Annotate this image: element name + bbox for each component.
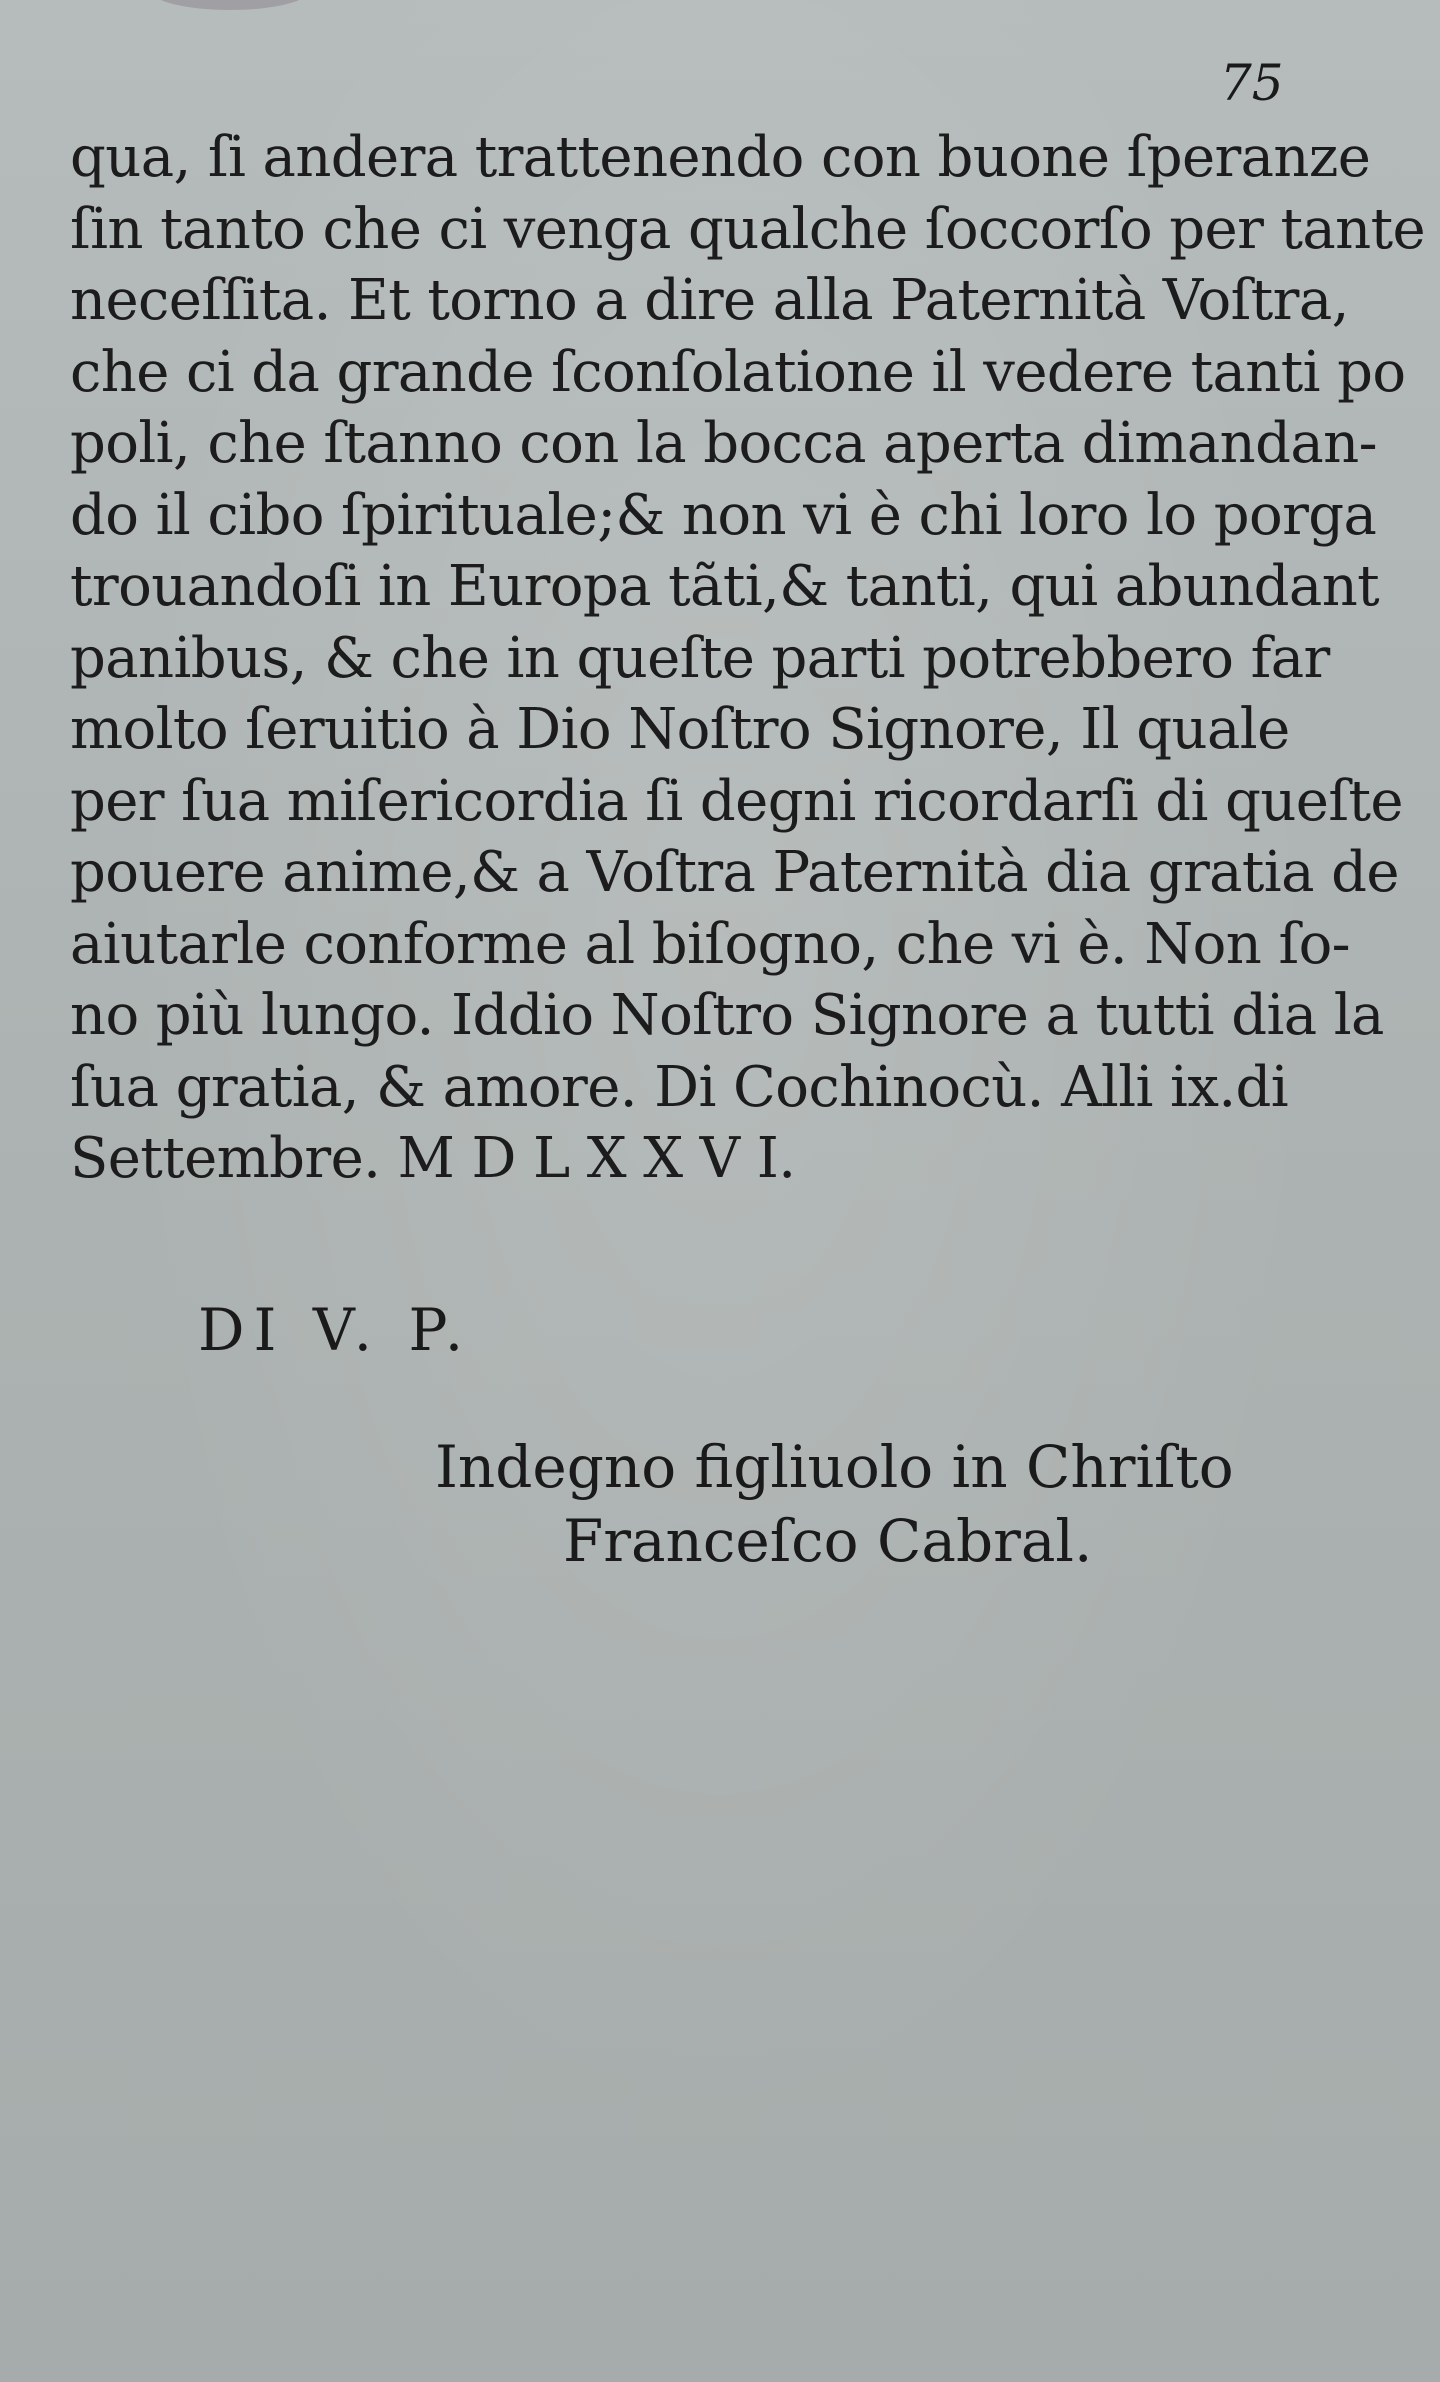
text-line: qua, ſi andera trattenendo con buone ſperanze (70, 125, 1371, 190)
text-line: poli, che ſtanno con la bocca aperta dimandan- (70, 411, 1377, 476)
text-line: Settembre. M D L X X V I. (70, 1126, 796, 1191)
text-line: aiutarle conforme al biſogno, che vi è. Non ſo- (70, 911, 1351, 977)
page-number: 75 (1220, 54, 1284, 112)
signature-block (435, 1430, 1234, 1578)
text-line: do il cibo ſpirituale;& non vi è chi loro lo porga (70, 482, 1377, 548)
text-line: ſua gratia, & amore. Di Cochinocù. Alli ix.di (70, 1054, 1289, 1120)
signature-line: Indegno figliuolo in Chriſto (435, 1433, 1234, 1501)
ink-smudge (150, 0, 310, 10)
text-line: ſin tanto che ci venga qualche ſoccorſo per tante (70, 196, 1426, 262)
text-line: trouandoſi in Europa tãti,& tanti, qui abundant (70, 554, 1380, 619)
text-line: panibus, & che in queſte parti potrebbero far (70, 625, 1330, 691)
salutation: DI V. P. (198, 1296, 473, 1364)
text-line: pouere anime,& a Voſtra Paternità dia gratia de (70, 840, 1399, 905)
text-line: molto ſeruitio à Dio Noſtro Signore, Il quale (70, 697, 1290, 762)
text-line: neceſſita. Et torno a dire alla Paternità Voſtra, (70, 268, 1349, 333)
letter-body (70, 122, 1426, 1195)
text-line: per ſua miſericordia ſi degni ricordarſi di queſte (70, 768, 1403, 834)
text-line: no più lungo. Iddio Noſtro Signore a tutti dia la (70, 983, 1384, 1048)
signature-name: Franceſco Cabral. (563, 1507, 1093, 1575)
text-line: che ci da grande ſconſolatione il vedere tanti po (70, 339, 1406, 405)
